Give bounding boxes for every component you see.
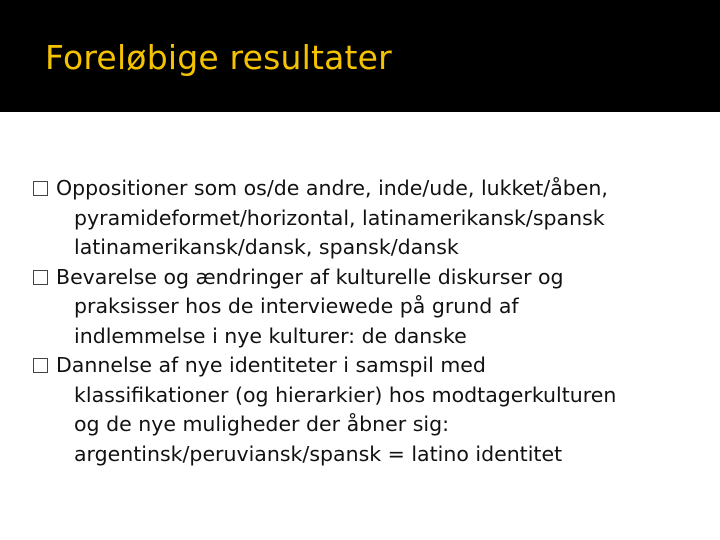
bullet-item — [30, 263, 700, 352]
bullet-line: Dannelse af nye identiteter i samspil med — [56, 353, 486, 377]
empty-square-icon — [33, 181, 48, 196]
bullet-line: argentinsk/peruviansk/spansk = latino identitet — [74, 441, 563, 466]
bullet-line: indlemmelse i nye kulturer: de danske — [74, 323, 467, 348]
bullet-item — [30, 351, 700, 469]
empty-square-icon — [33, 270, 48, 285]
bullet-line: Bevarelse og ændringer af kulturelle diskurser og — [56, 264, 564, 289]
empty-square-icon — [33, 358, 48, 373]
bullet-list — [30, 174, 700, 469]
bullet-line: og de nye muligheder der åbner sig: — [74, 412, 449, 436]
bullet-line: latinamerikansk/dansk, spansk/dansk — [74, 235, 459, 259]
bullet-line: pyramideformet/horizontal, latinamerikansk/spansk — [74, 205, 605, 230]
slide-title: Foreløbige resultater — [45, 38, 392, 77]
bullet-line: praksisser hos de interviewede på grund af — [74, 294, 519, 318]
bullet-item — [30, 174, 700, 263]
bullet-line: klassifikationer (og hierarkier) hos modtagerkulturen — [74, 382, 617, 407]
bullet-line: Oppositioner som os/de andre, inde/ude, lukket/åben, — [56, 176, 608, 200]
title-bar — [0, 0, 720, 112]
